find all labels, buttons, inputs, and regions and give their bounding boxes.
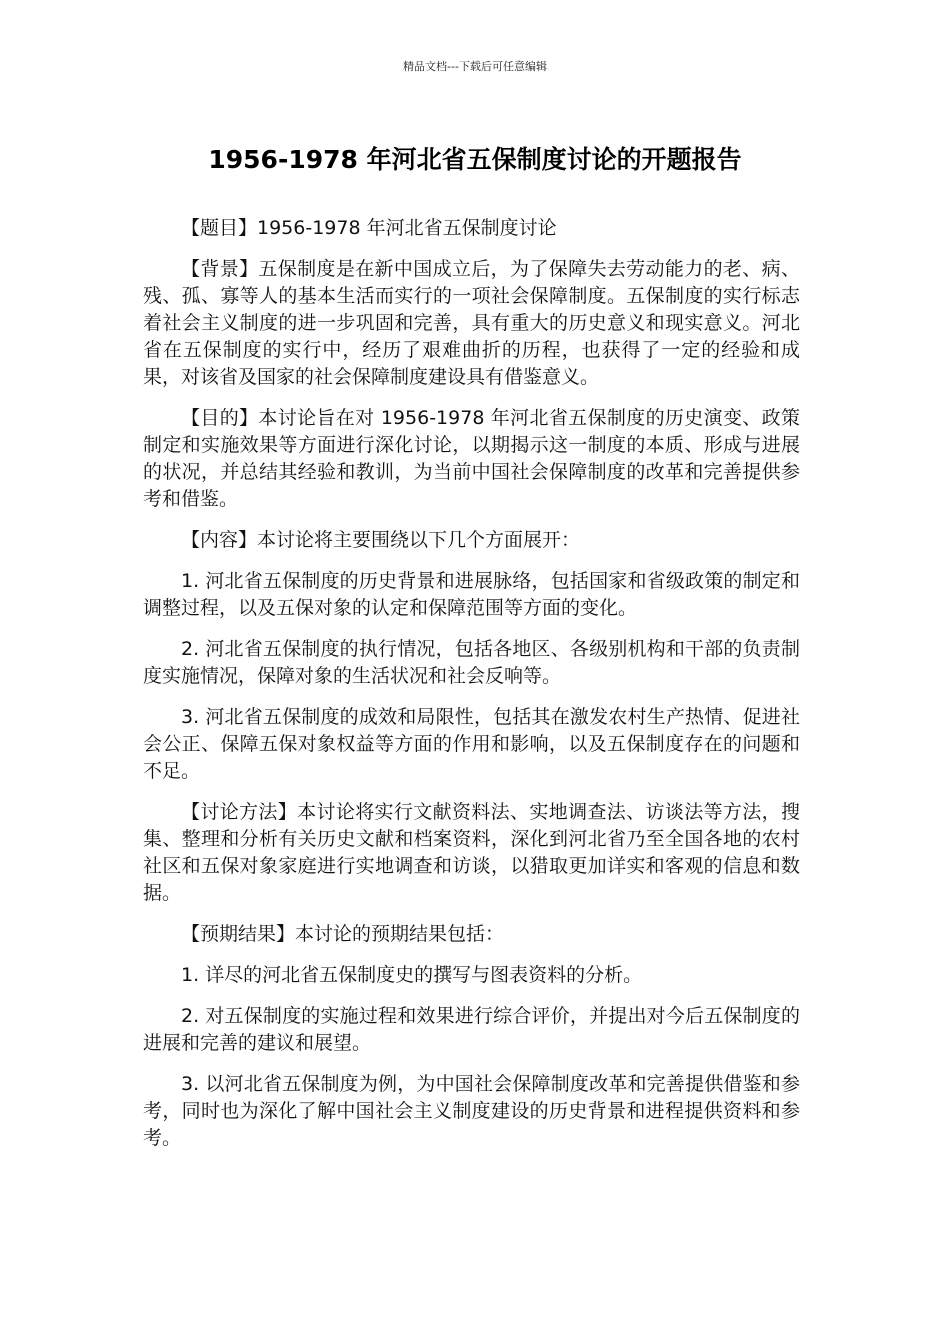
- paragraph-content-item-2: 2. 河北省五保制度的执行情况，包括各地区、各级别机构和干部的负责制度实施情况，保障对象的生活状况和社会反响等。: [143, 638, 800, 687]
- document-title: 1956-1978 年河北省五保制度讨论的开题报告: [208, 145, 742, 174]
- paragraph-expected-item-2: 2. 对五保制度的实施过程和效果进行综合评价，并提出对今后五保制度的进展和完善的建议和展望。: [143, 1005, 800, 1054]
- paragraph-content-item-3: 3. 河北省五保制度的成效和局限性，包括其在激发农村生产热情、促进社会公正、保障五保对象权益等方面的作用和影响，以及五保制度存在的问题和不足。: [143, 706, 800, 782]
- header-note: 精品文档---下载后可任意编辑: [403, 60, 547, 73]
- paragraph-expected-item-1: 1. 详尽的河北省五保制度史的撰写与图表资料的分析。: [181, 964, 643, 986]
- paragraph-purpose: 【目的】本讨论旨在对 1956-1978 年河北省五保制度的历史演变、政策制定和实施效果等方面进行深化讨论，以期揭示这一制度的本质、形成与进展的状况，并总结其经验和教训，为当前中国社会保障制度的改革和完善提供参考和借鉴。: [143, 407, 800, 510]
- document-body: [143, 215, 800, 1166]
- paragraph-expected-item-3: 3. 以河北省五保制度为例，为中国社会保障制度改革和完善提供借鉴和参考，同时也为深化了解中国社会主义制度建设的历史背景和进程提供资料和参考。: [143, 1073, 800, 1149]
- paragraph-expected-intro: 【预期结果】本讨论的预期结果包括：: [181, 923, 505, 945]
- paragraph-content-intro: 【内容】本讨论将主要围绕以下几个方面展开：: [181, 529, 581, 551]
- paragraph-method: 【讨论方法】本讨论将实行文献资料法、实地调查法、访谈法等方法，搜集、整理和分析有关历史文献和档案资料，深化到河北省乃至全国各地的农村社区和五保对象家庭进行实地调查和访谈，以猎取更加详实和客观的信息和数据。: [143, 801, 800, 904]
- paragraph-topic: 【题目】1956-1978 年河北省五保制度讨论: [181, 217, 557, 239]
- paragraph-background: 【背景】五保制度是在新中国成立后，为了保障失去劳动能力的老、病、残、孤、寡等人的基本生活而实行的一项社会保障制度。五保制度的实行标志着社会主义制度的进一步巩固和完善，具有重大的历史意义和现实意义。河北省在五保制度的实行中，经历了艰难曲折的历程，也获得了一定的经验和成果，对该省及国家的社会保障制度建设具有借鉴意义。: [143, 258, 800, 388]
- paragraph-content-item-1: 1. 河北省五保制度的历史背景和进展脉络，包括国家和省级政策的制定和调整过程，以及五保对象的认定和保障范围等方面的变化。: [143, 570, 800, 619]
